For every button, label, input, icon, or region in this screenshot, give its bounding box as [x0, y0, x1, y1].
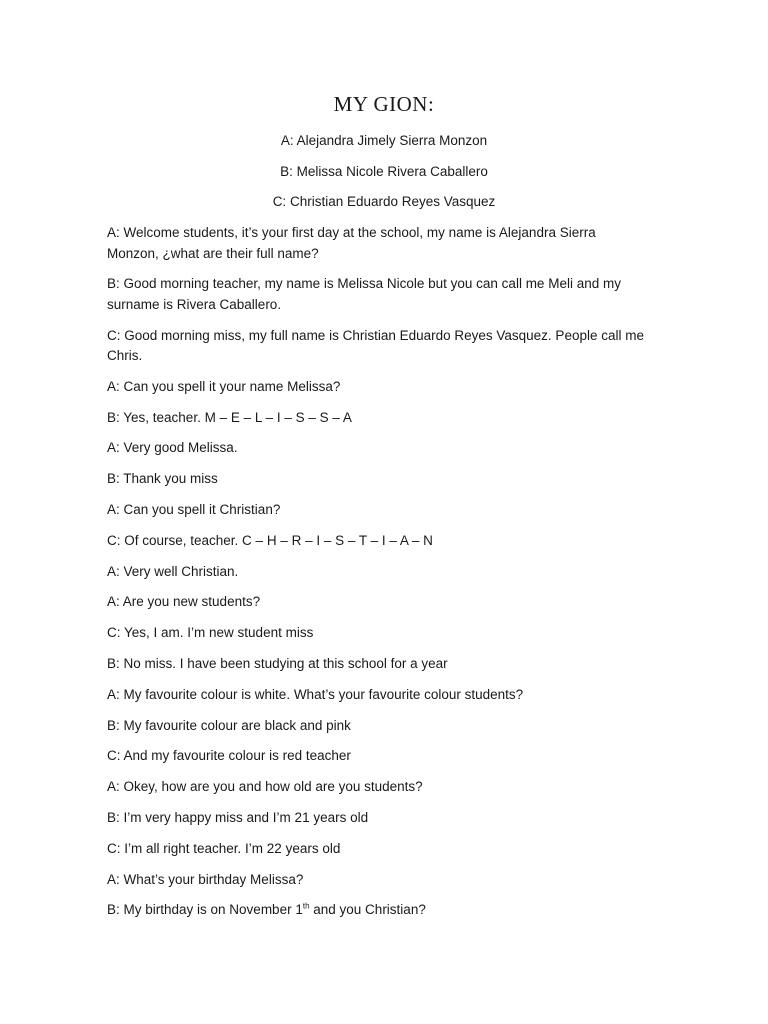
dialogue-text: and you Christian? — [309, 902, 426, 918]
ordinal-suffix: th — [302, 901, 310, 911]
dialogue-line: A: My favourite colour is white. What’s your favourite colour students? — [107, 686, 524, 702]
dialogue-line: C: Good morning miss, my full name is Christian Eduardo Reyes Vasquez. People call me Chris. — [107, 327, 644, 364]
dialogue-line: B: Yes, teacher. M – E – L – I – S – S – A — [107, 409, 352, 425]
dialogue-line: A: Are you new students? — [107, 594, 261, 610]
dialogue-line: B: My favourite colour are black and pink — [107, 717, 351, 733]
dialogue-line: A: Very good Melissa. — [107, 440, 238, 456]
page-title: MY GION: — [333, 92, 435, 116]
dialogue-line: A: Welcome students, it’s your first day at the school, my name is Alejandra Sierra Monzon, ¿what are their full name? — [107, 225, 596, 261]
participant-c: C: Christian Eduardo Reyes Vasquez — [272, 194, 496, 209]
participant-list — [0, 131, 768, 223]
dialogue-line: C: Of course, teacher. C – H – R – I – S – T – I – A – N — [107, 532, 433, 548]
dialogue-line: C: Yes, I am. I’m new student miss — [107, 625, 314, 641]
dialogue-line: B: I’m very happy miss and I’m 21 years old — [107, 810, 369, 826]
participant-b: B: Melissa Nicole Rivera Caballero — [280, 163, 488, 179]
dialogue — [107, 223, 647, 931]
dialogue-line: A: Can you spell it your name Melissa? — [107, 378, 341, 394]
dialogue-text: B: My birthday is on November 1 — [107, 902, 303, 918]
dialogue-line: C: I’m all right teacher. I’m 22 years old — [107, 840, 341, 856]
dialogue-line: C: And my favourite colour is red teacher — [107, 748, 351, 764]
dialogue-line: B: Thank you miss — [107, 471, 218, 487]
dialogue-line: B: Good morning teacher, my name is Melissa Nicole but you can call me Meli and my surname is Rivera Caballero. — [107, 276, 621, 312]
dialogue-line: B: No miss. I have been studying at this school for a year — [107, 656, 448, 672]
dialogue-line-birthday — [107, 900, 647, 921]
dialogue-line: A: Can you spell it Christian? — [107, 502, 281, 518]
dialogue-line: A: What’s your birthday Melissa? — [107, 871, 304, 887]
dialogue-line: A: Very well Christian. — [107, 563, 239, 579]
participant-a: A: Alejandra Jimely Sierra Monzon — [280, 133, 488, 148]
dialogue-line: A: Okey, how are you and how old are you students? — [107, 779, 423, 795]
